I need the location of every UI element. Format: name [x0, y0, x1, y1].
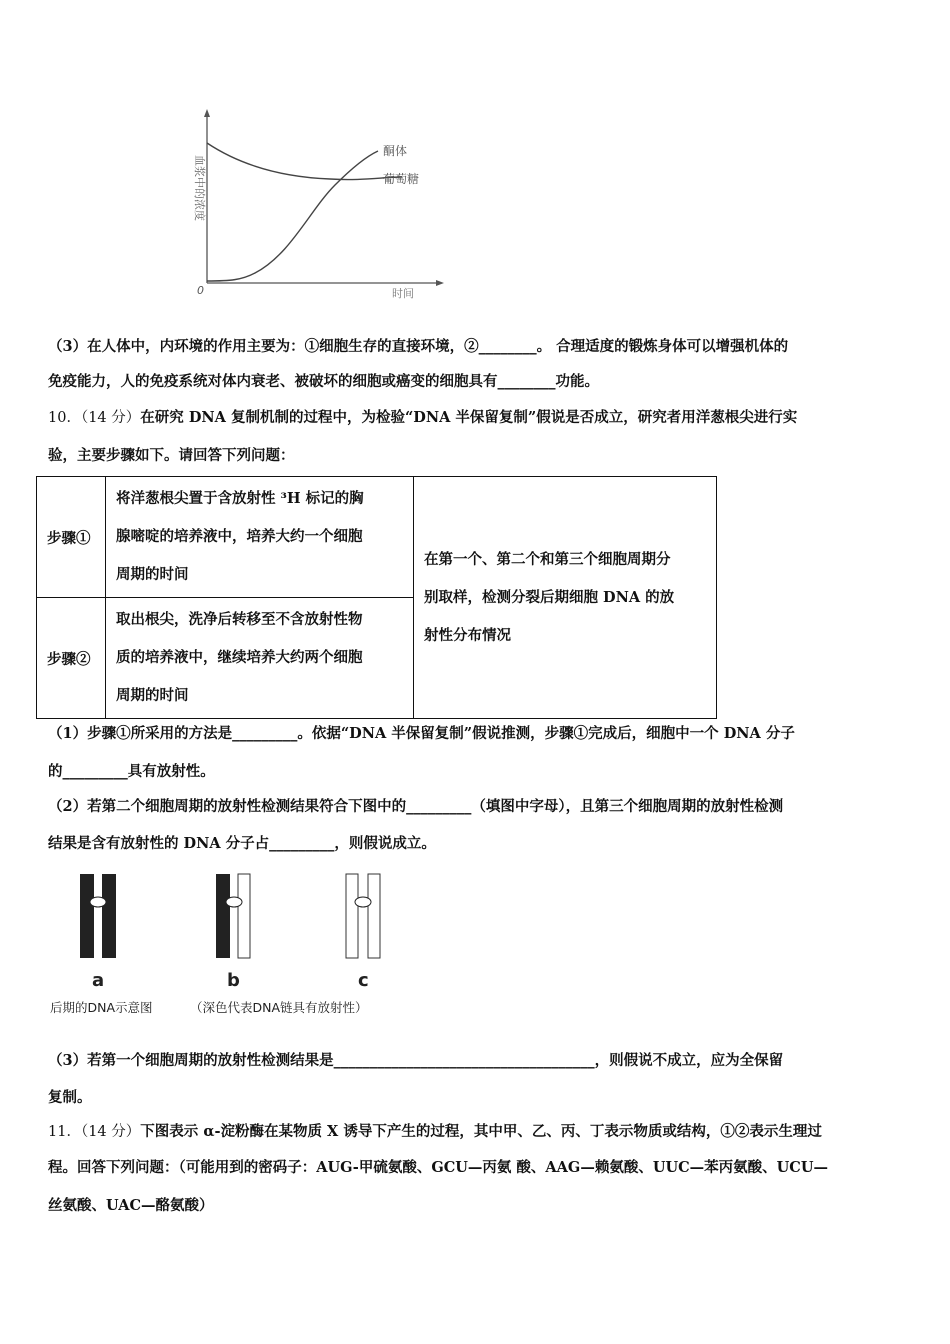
dna-a	[80, 874, 116, 958]
step1-label: 步骤①	[37, 477, 106, 598]
ketone-curve	[207, 151, 378, 281]
step2-label: 步骤②	[37, 598, 106, 719]
concentration-time-graph	[170, 95, 460, 310]
step1-line: 将洋葱根尖置于含放射性 ³H 标记的胸	[116, 490, 364, 507]
question-score: （14 分）	[80, 410, 141, 426]
q11-line3: 丝氨酸、UAC—酪氨酸）	[48, 1197, 214, 1214]
step1-line: 周期的时间	[116, 566, 189, 583]
x-axis-label: 时间	[392, 287, 414, 300]
step1-line: 腺嘧啶的培养液中，培养大约一个细胞	[116, 528, 363, 545]
q10-part2-line2: 结果是含有放射性的 DNA 分子占_________，则假说成立。	[48, 835, 436, 852]
step2-line: 取出根尖，洗净后转移至不含放射性物	[116, 611, 363, 628]
detection-content	[414, 477, 717, 719]
detection-line: 别取样，检测分裂后期细胞 DNA 的放	[424, 588, 675, 606]
detection-line: 射性分布情况	[424, 626, 511, 644]
q10-part1-line2: 的_________具有放射性。	[48, 763, 215, 780]
q10-part3-line1: （3）若第一个细胞周期的放射性检测结果是____________________________________，则假说不成立，应为全保留	[48, 1052, 784, 1069]
step2-line: 质的培养液中，继续培养大约两个细胞	[116, 649, 363, 666]
steps-table	[36, 476, 717, 719]
step1-content	[106, 477, 414, 598]
dna-b	[216, 874, 250, 958]
y-axis-label: 血浆中的浓度	[193, 155, 206, 221]
q11-line1	[48, 1122, 822, 1142]
label-a: a	[92, 970, 105, 991]
origin-label: 0	[197, 284, 204, 297]
step2-content	[106, 598, 414, 719]
q10-intro-line2: 验，主要步骤如下。请回答下列问题：	[48, 447, 295, 464]
dna-diagram	[40, 866, 420, 1026]
question-number: 11．	[48, 1124, 81, 1140]
q9-part3-line2: 免疫能力，人的免疫系统对体内衰老、被破坏的细胞或癌变的细胞具有________功能。	[48, 373, 599, 390]
series-label-ketone: 酮体	[383, 144, 408, 158]
q9-part3-line1: （3）在人体中，内环境的作用主要为：①细胞生存的直接环境，②________。 合理适度的锻炼身体可以增强机体的	[48, 338, 789, 355]
q11-line2: 程。回答下列问题：（可能用到的密码子：AUG-甲硫氨酸、GCU—丙氨 酸、AAG—赖氨酸、UUC—苯丙氨酸、UCU—	[48, 1159, 828, 1176]
series-label-glucose: 葡萄糖	[383, 172, 420, 186]
step2-line: 周期的时间	[116, 687, 189, 704]
q10-part1-line1: （1）步骤①所采用的方法是_________。依据“DNA 半保留复制”假说推测，步骤①完成后，细胞中一个 DNA 分子	[48, 725, 795, 742]
q10-intro-text: 在研究 DNA 复制机制的过程中，为检验“DNA 半保留复制”假说是否成立，研究者用洋葱根尖进行实	[140, 409, 798, 426]
detection-line: 在第一个、第二个和第三个细胞周期分	[424, 550, 671, 568]
q11-text: 下图表示 α-淀粉酶在某物质 X 诱导下产生的过程，其中甲、乙、丙、丁表示物质或结构，①②表示生理过	[140, 1123, 822, 1140]
caption-left: 后期的DNA示意图	[50, 1000, 153, 1015]
caption-right: （深色代表DNA链具有放射性）	[190, 1000, 368, 1015]
label-c: c	[358, 970, 369, 991]
question-score: （14 分）	[80, 1124, 141, 1140]
glucose-curve	[207, 143, 402, 180]
q10-intro-line1	[48, 408, 797, 428]
dna-c	[346, 874, 380, 958]
label-b: b	[227, 970, 240, 991]
q10-part2-line1: （2）若第二个细胞周期的放射性检测结果符合下图中的_________（填图中字母），且第三个细胞周期的放射性检测	[48, 798, 784, 815]
question-number: 10．	[48, 410, 81, 426]
q10-part3-line2: 复制。	[48, 1089, 92, 1106]
